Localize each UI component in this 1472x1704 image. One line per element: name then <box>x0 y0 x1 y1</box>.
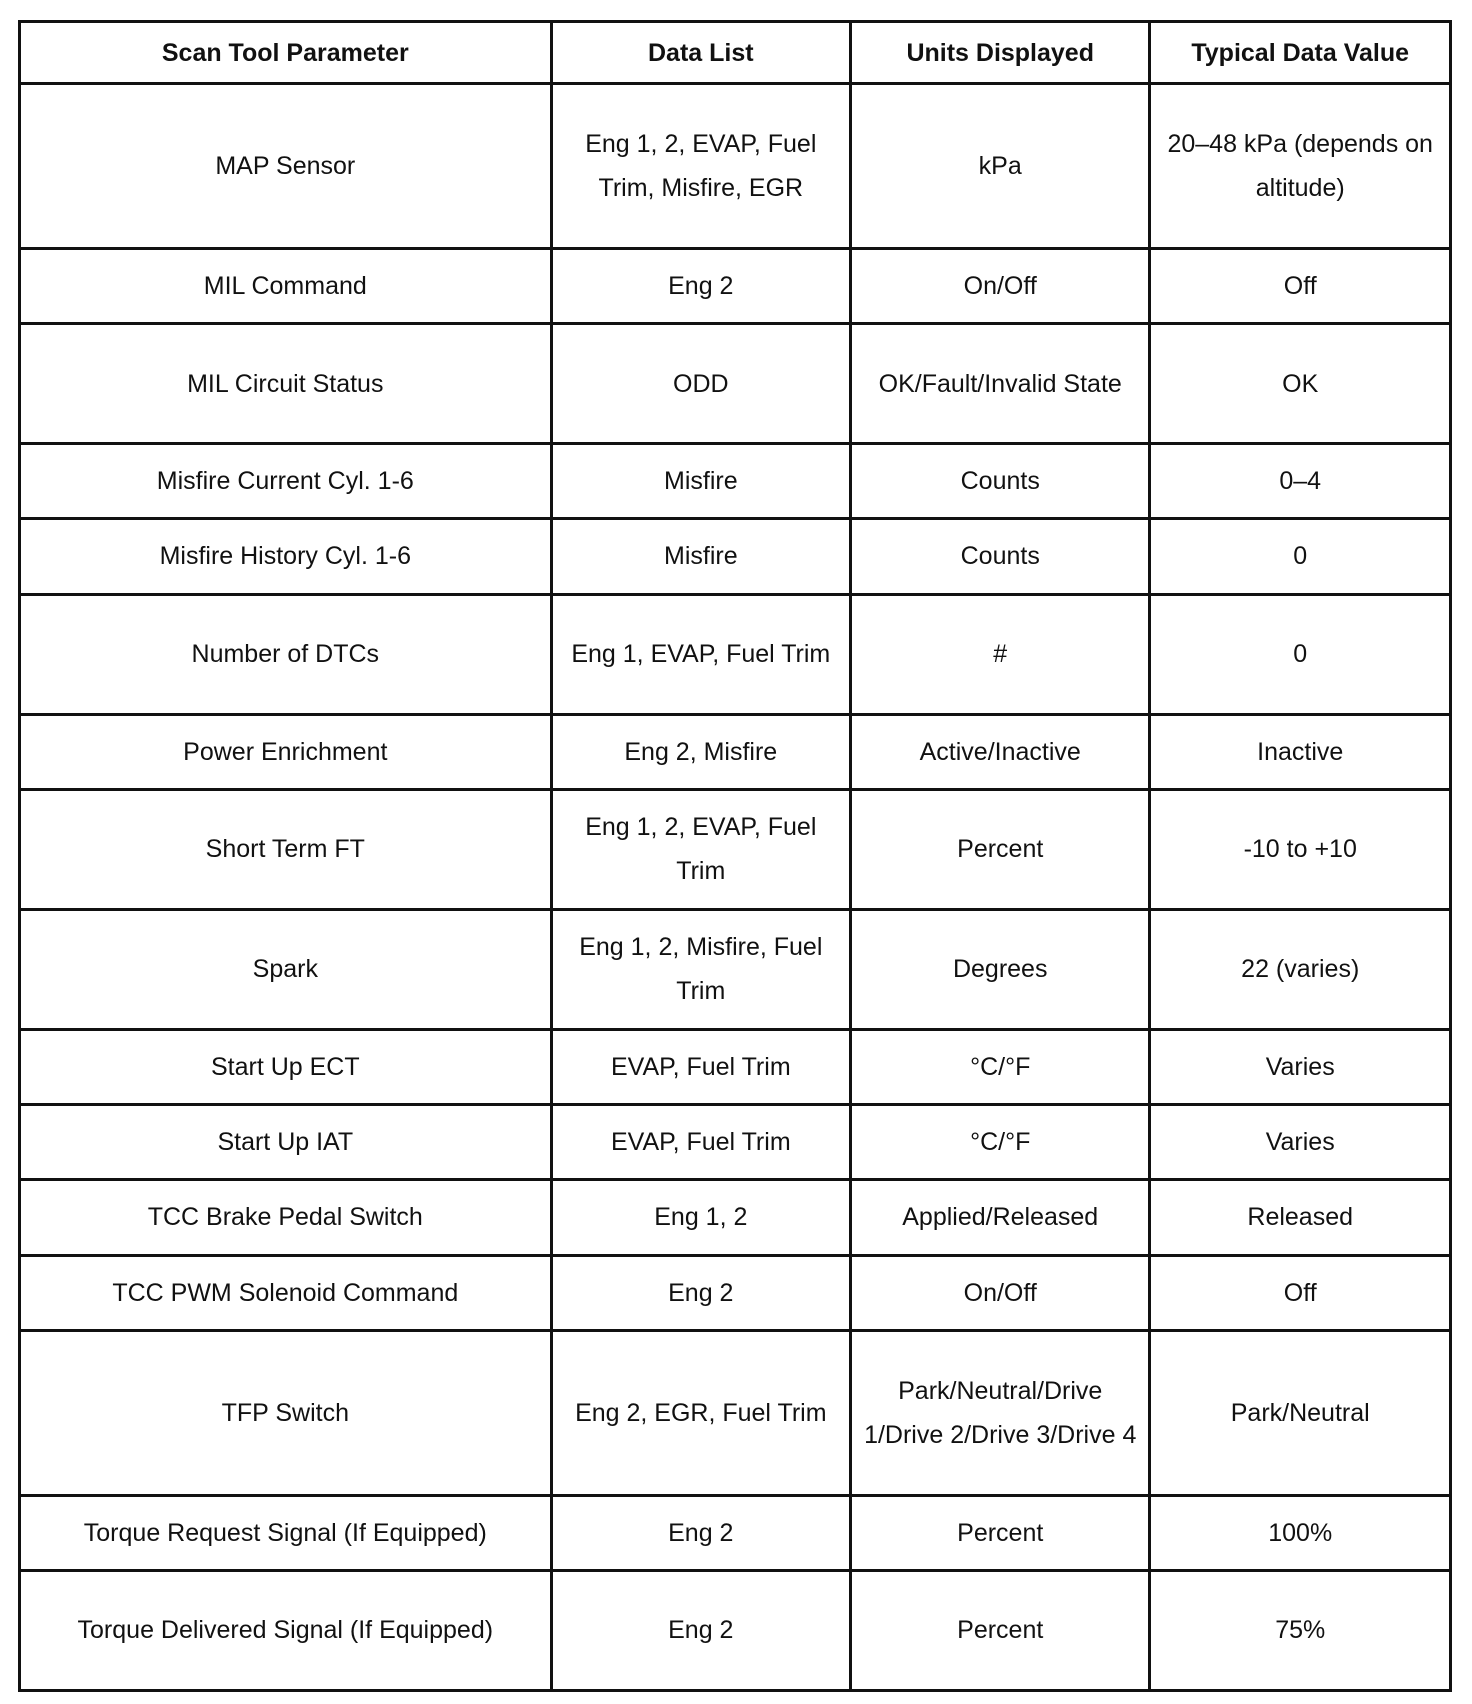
table-row <box>20 714 1451 789</box>
cell-parameter: TFP Switch <box>20 1330 552 1495</box>
table-row <box>20 909 1451 1029</box>
table-row <box>20 789 1451 909</box>
table-row <box>20 444 1451 519</box>
cell-parameter: Start Up IAT <box>20 1105 552 1180</box>
cell-typical-value: 0–4 <box>1150 444 1451 519</box>
table-row <box>20 324 1451 444</box>
cell-parameter: Misfire Current Cyl. 1-6 <box>20 444 552 519</box>
cell-units: OK/Fault/Invalid State <box>851 324 1150 444</box>
cell-units: kPa <box>851 84 1150 249</box>
cell-data-list: Eng 2 <box>551 1255 850 1330</box>
cell-typical-value: 100% <box>1150 1495 1451 1570</box>
cell-parameter: Start Up ECT <box>20 1029 552 1104</box>
cell-parameter: MIL Command <box>20 248 552 323</box>
cell-data-list: ODD <box>551 324 850 444</box>
table-row <box>20 1495 1451 1570</box>
cell-units: On/Off <box>851 248 1150 323</box>
table-row <box>20 594 1451 714</box>
cell-parameter: Short Term FT <box>20 789 552 909</box>
cell-data-list: Eng 1, EVAP, Fuel Trim <box>551 594 850 714</box>
cell-data-list: EVAP, Fuel Trim <box>551 1105 850 1180</box>
table-row <box>20 1255 1451 1330</box>
cell-parameter: Spark <box>20 909 552 1029</box>
cell-data-list: Eng 2, Misfire <box>551 714 850 789</box>
cell-parameter: MAP Sensor <box>20 84 552 249</box>
cell-units: °C/°F <box>851 1105 1150 1180</box>
cell-typical-value: 0 <box>1150 594 1451 714</box>
cell-typical-value: 22 (varies) <box>1150 909 1451 1029</box>
cell-parameter: Number of DTCs <box>20 594 552 714</box>
cell-typical-value: Off <box>1150 1255 1451 1330</box>
cell-typical-value: Inactive <box>1150 714 1451 789</box>
table-row <box>20 1570 1451 1690</box>
cell-parameter: TCC PWM Solenoid Command <box>20 1255 552 1330</box>
cell-units: °C/°F <box>851 1029 1150 1104</box>
header-units-displayed: Units Displayed <box>851 22 1150 84</box>
table-row <box>20 84 1451 249</box>
cell-units: Degrees <box>851 909 1150 1029</box>
header-data-list: Data List <box>551 22 850 84</box>
cell-typical-value: Off <box>1150 248 1451 323</box>
cell-units: # <box>851 594 1150 714</box>
table-header <box>20 22 1451 84</box>
cell-units: Percent <box>851 1495 1150 1570</box>
cell-typical-value: -10 to +10 <box>1150 789 1451 909</box>
table-row <box>20 1330 1451 1495</box>
cell-units: Counts <box>851 519 1150 594</box>
cell-typical-value: Park/Neutral <box>1150 1330 1451 1495</box>
cell-typical-value: 75% <box>1150 1570 1451 1690</box>
cell-parameter: Misfire History Cyl. 1-6 <box>20 519 552 594</box>
cell-typical-value: 0 <box>1150 519 1451 594</box>
cell-data-list: Eng 2, EGR, Fuel Trim <box>551 1330 850 1495</box>
cell-data-list: Eng 1, 2, EVAP, Fuel Trim <box>551 789 850 909</box>
cell-typical-value: Varies <box>1150 1105 1451 1180</box>
scan-tool-data-table <box>18 20 1452 1692</box>
cell-data-list: Eng 1, 2, EVAP, Fuel Trim, Misfire, EGR <box>551 84 850 249</box>
cell-parameter: MIL Circuit Status <box>20 324 552 444</box>
table-row <box>20 1029 1451 1104</box>
cell-data-list: Eng 1, 2, Misfire, Fuel Trim <box>551 909 850 1029</box>
cell-typical-value: OK <box>1150 324 1451 444</box>
table-row <box>20 519 1451 594</box>
cell-parameter: Power Enrichment <box>20 714 552 789</box>
header-scan-tool-parameter: Scan Tool Parameter <box>20 22 552 84</box>
table-body <box>20 84 1451 1691</box>
table-row <box>20 1105 1451 1180</box>
cell-data-list: Eng 1, 2 <box>551 1180 850 1255</box>
cell-typical-value: 20–48 kPa (depends on altitude) <box>1150 84 1451 249</box>
table-row <box>20 248 1451 323</box>
header-typical-data-value: Typical Data Value <box>1150 22 1451 84</box>
cell-units: Park/Neutral/Drive 1/Drive 2/Drive 3/Drive 4 <box>851 1330 1150 1495</box>
cell-units: Applied/Released <box>851 1180 1150 1255</box>
cell-parameter: TCC Brake Pedal Switch <box>20 1180 552 1255</box>
cell-typical-value: Varies <box>1150 1029 1451 1104</box>
cell-data-list: Misfire <box>551 444 850 519</box>
cell-data-list: Misfire <box>551 519 850 594</box>
cell-parameter: Torque Delivered Signal (If Equipped) <box>20 1570 552 1690</box>
cell-units: Active/Inactive <box>851 714 1150 789</box>
cell-data-list: EVAP, Fuel Trim <box>551 1029 850 1104</box>
cell-parameter: Torque Request Signal (If Equipped) <box>20 1495 552 1570</box>
header-row <box>20 22 1451 84</box>
cell-data-list: Eng 2 <box>551 1570 850 1690</box>
table-row <box>20 1180 1451 1255</box>
cell-units: Percent <box>851 789 1150 909</box>
cell-units: Percent <box>851 1570 1150 1690</box>
cell-typical-value: Released <box>1150 1180 1451 1255</box>
cell-data-list: Eng 2 <box>551 248 850 323</box>
cell-units: On/Off <box>851 1255 1150 1330</box>
cell-units: Counts <box>851 444 1150 519</box>
cell-data-list: Eng 2 <box>551 1495 850 1570</box>
